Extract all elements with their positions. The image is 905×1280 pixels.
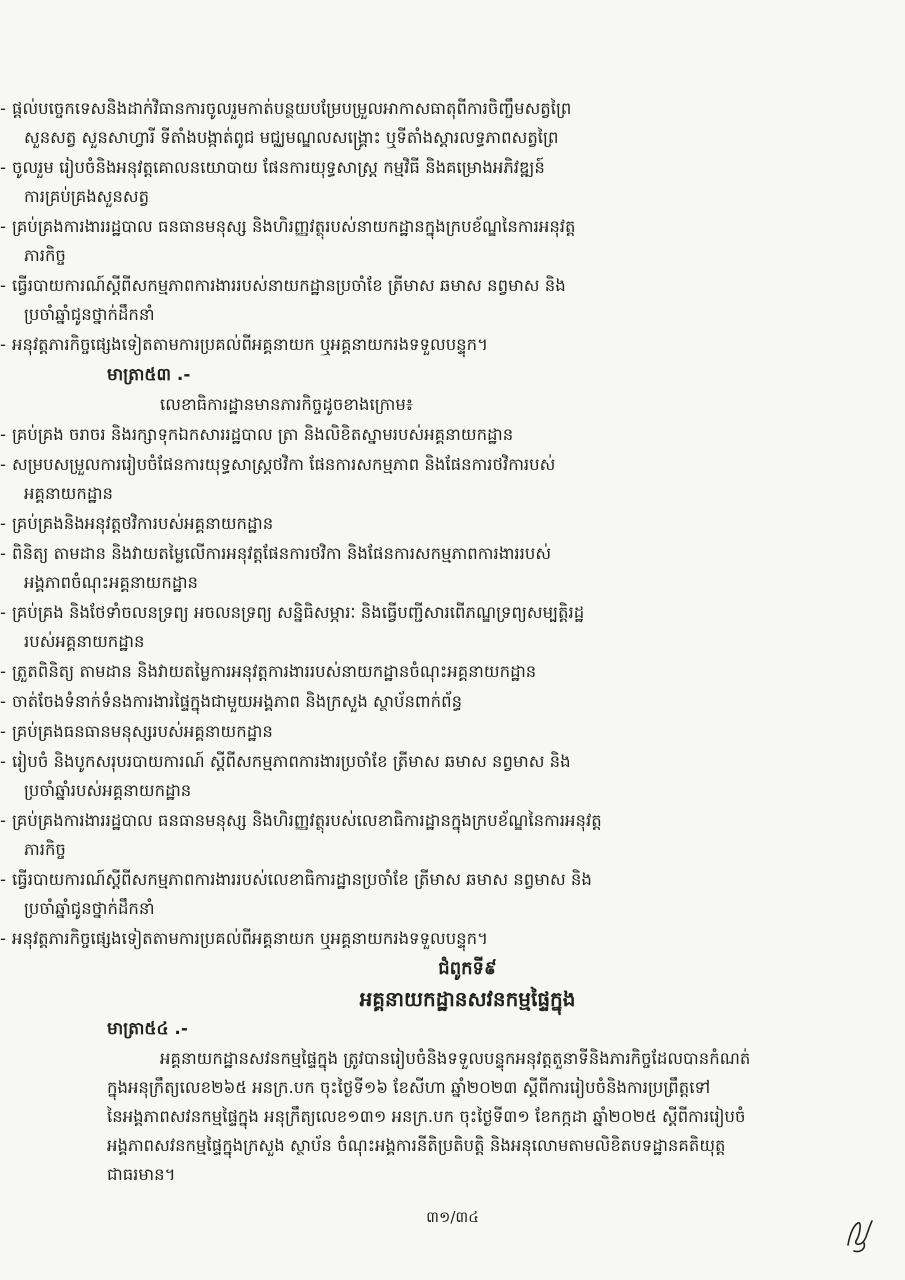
list-item-line: ចាត់ចែងទំនាក់ទំនងការងារផ្ទៃក្នុងជាមួយអង្គភាព និងក្រសួង ស្ថាប័នពាក់ព័ន្ធ [12, 692, 463, 711]
list-item-line: រៀបចំ និងបូកសរុបរបាយការណ៍ ស្តីពីសកម្មភាពការងារប្រចាំខែ ត្រីមាស ឆមាស នព្វមាស និង [12, 752, 571, 771]
page-number: ៣១/៣៤ [426, 1208, 479, 1226]
list-item-line: ប្រចាំឆ្នាំរបស់អគ្គនាយកដ្ឋាន [24, 781, 192, 800]
list-item: - អនុវត្តភារកិច្ចផ្សេងទៀតតាមការប្រគល់ពីអគ្គនាយក ឬអគ្គនាយករងទទួលបន្ទុក។ [0, 330, 905, 359]
list-item: - គ្រប់គ្រងធនធានមនុស្សរបស់អគ្គនាយកដ្ឋាន [0, 717, 905, 746]
list-item: - គ្រប់គ្រងការងាររដ្ឋបាល ធនធានមនុស្ស និងហិរញ្ញវត្ថុរបស់នាយកដ្ឋានក្នុងក្របខ័ណ្ឌនៃការអនុវត្ត ភារកិច្ច [0, 212, 905, 270]
article-53-intro: លេខាធិការដ្ឋានមានភារកិច្ចដូចខាងក្រោម៖ [160, 395, 414, 414]
article-53-title: មាត្រា៥៣ .- [107, 365, 191, 385]
list-item: - គ្រប់គ្រង ចរាចរ និងរក្សាទុកឯកសាររដ្ឋបាល ត្រា និងលិខិតស្នាមរបស់អគ្គនាយកដ្ឋាន [0, 420, 905, 449]
list-item-line: សួនសត្វ សួនសាហ្វារី ទីតាំងបង្កាត់ពូជ មជ្ឈមណ្ឌលសង្គ្រោះ ឬទីតាំងស្តារលទ្ធភាពសត្វព្រៃ [24, 128, 559, 147]
signature-mark-icon [840, 1215, 880, 1255]
list-item-line: អនុវត្តភារកិច្ចផ្សេងទៀតតាមការប្រគល់ពីអគ្គនាយក ឬអគ្គនាយករងទទួលបន្ទុក។ [12, 335, 488, 354]
list-item-line: គ្រប់គ្រងការងាររដ្ឋបាល ធនធានមនុស្ស និងហិរញ្ញវត្ថុរបស់លេខាធិការដ្ឋានក្នុងក្របខ័ណ្ឌនៃការអនុវត្ត [12, 811, 602, 830]
list-item-line: គ្រប់គ្រង និងថែទាំចលនទ្រព្យ អចលនទ្រព្យ សន្និធិសម្ភារៈ និងធ្វើបញ្ជីសារពើភណ្ឌទ្រព្យសម្បត្តិរដ្ឋ [12, 603, 585, 622]
list-item-line: ធ្វើរបាយការណ៍ស្តីពីសកម្មភាពការងាររបស់នាយកដ្ឋានប្រចាំខែ ត្រីមាស ឆមាស នព្វមាស និង [12, 276, 566, 295]
paragraph-line: អគ្គនាយកដ្ឋានសវនកម្មផ្ទៃក្នុង ត្រូវបានរៀបចំនិងទទួលបន្ទុកអនុវត្តតួនាទីនិងភារកិច្ចដែលបានកំណត់ [160, 1049, 751, 1068]
list-item-line: របស់អគ្គនាយកដ្ឋាន [24, 632, 145, 651]
chapter-title: អគ្គនាយកដ្ឋានសវនកម្មផ្ទៃក្នុង [359, 987, 576, 1011]
list-item-line: ផ្តល់បច្ចេកទេសនិងដាក់វិធានការចូលរួមកាត់បន្ថយបម្រែបម្រួលអាកាសធាតុពីការចិញ្ចឹមសត្វព្រៃ [12, 99, 572, 118]
list-item-line: ប្រចាំឆ្នាំជូនថ្នាក់ដឹកនាំ [24, 305, 155, 324]
list-item-line: គ្រប់គ្រងធនធានមនុស្សរបស់អគ្គនាយកដ្ឋាន [12, 722, 273, 741]
list-item-line: គ្រប់គ្រងការងាររដ្ឋបាល ធនធានមនុស្ស និងហិរញ្ញវត្ថុរបស់នាយកដ្ឋានក្នុងក្របខ័ណ្ឌនៃការអនុវត្ត [12, 217, 576, 236]
list-item: - រៀបចំ និងបូកសរុបរបាយការណ៍ ស្តីពីសកម្មភាពការងារប្រចាំខែ ត្រីមាស ឆមាស នព្វមាស និង ប្រចាំឆ្នាំរបស់អគ្គនាយកដ្ឋាន [0, 747, 905, 805]
list-item: - អនុវត្តភារកិច្ចផ្សេងទៀតតាមការប្រគល់ពីអគ្គនាយក ឬអគ្គនាយករងទទួលបន្ទុក។ [0, 924, 905, 953]
chapter-number: ជំពូកទី៩ [438, 958, 497, 979]
paragraph-line: នៃអង្គភាពសវនកម្មផ្ទៃក្នុង អនុក្រឹត្យលេខ១៣១ អនក្រ.បក ចុះថ្ងៃទី៣១ ខែកក្កដា ឆ្នាំ២០២៥ ស្តីពីការរៀបចំ [107, 1107, 746, 1126]
paragraph-line: អង្គភាពសវនកម្មផ្ទៃក្នុងក្រសួង ស្ថាប័ន ចំណុះអង្គការនីតិប្រតិបត្តិ និងអនុលោមតាមលិខិតបទដ្ឋានគតិយុត្ត [107, 1136, 726, 1155]
list-item: - គ្រប់គ្រងការងាររដ្ឋបាល ធនធានមនុស្ស និងហិរញ្ញវត្ថុរបស់លេខាធិការដ្ឋានក្នុងក្របខ័ណ្ឌនៃការអនុវត្ត ភារកិច្ច [0, 806, 905, 864]
list-item: - ចូលរួម រៀបចំនិងអនុវត្តគោលនយោបាយ ផែនការយុទ្ធសាស្ត្រ កម្មវិធី និងគម្រោងអភិវឌ្ឍន៍ ការគ្រប់គ្រងសួនសត្វ [0, 153, 905, 211]
list-item-line: ពិនិត្យ តាមដាន និងវាយតម្លៃលើការអនុវត្តផែនការថវិកា និងផែនការសកម្មភាពការងាររបស់ [12, 544, 552, 563]
list-item-line: អង្គភាពចំណុះអគ្គនាយកដ្ឋាន [24, 573, 199, 592]
list-item: - គ្រប់គ្រងនិងអនុវត្តថវិការបស់អគ្គនាយកដ្ឋាន [0, 509, 905, 538]
list-item-line: ការគ្រប់គ្រងសួនសត្វ [24, 187, 150, 206]
list-item-line: ភារកិច្ច [24, 246, 66, 265]
list-item-line: ចូលរួម រៀបចំនិងអនុវត្តគោលនយោបាយ ផែនការយុទ្ធសាស្ត្រ កម្មវិធី និងគម្រោងអភិវឌ្ឍន៍ [12, 158, 545, 177]
list-item: - ផ្តល់បច្ចេកទេសនិងដាក់វិធានការចូលរួមកាត់បន្ថយបម្រែបម្រួលអាកាសធាតុពីការចិញ្ចឹមសត្វព្រៃ សួនសត្វ សួនសាហ្វារី ទីតាំងបង្កាត់ពូជ មជ្ឈមណ្ឌលសង្គ្រោះ ឬទីតាំងស្តារលទ្ធភាពសត្វព្រៃ [0, 94, 905, 152]
list-item-line: គ្រប់គ្រង ចរាចរ និងរក្សាទុកឯកសាររដ្ឋបាល ត្រា និងលិខិតស្នាមរបស់អគ្គនាយកដ្ឋាន [12, 425, 514, 444]
bullet-list-article53 [0, 420, 905, 953]
paragraph-line: ក្នុងអនុក្រឹត្យលេខ២៦៥ អនក្រ.បក ចុះថ្ងៃទី១៦ ខែសីហា ឆ្នាំ២០២៣ ស្តីពីការរៀបចំនិងការប្រព្រឹត្តទៅ [107, 1078, 711, 1097]
list-item-line: សម្របសម្រួលការរៀបចំផែនការយុទ្ធសាស្ត្រថវិកា ផែនការសកម្មភាព និងផែនការថវិការបស់ [12, 455, 556, 474]
list-item: - ត្រួតពិនិត្យ តាមដាន និងវាយតម្លៃការអនុវត្តការងាររបស់នាយកដ្ឋានចំណុះអគ្គនាយកដ្ឋាន [0, 657, 905, 686]
article-54-title: មាត្រា៥៤ .- [107, 1019, 188, 1039]
list-item-line: ត្រួតពិនិត្យ តាមដាន និងវាយតម្លៃការអនុវត្តការងាររបស់នាយកដ្ឋានចំណុះអគ្គនាយកដ្ឋាន [12, 662, 537, 681]
list-item-line: អនុវត្តភារកិច្ចផ្សេងទៀតតាមការប្រគល់ពីអគ្គនាយក ឬអគ្គនាយករងទទួលបន្ទុក។ [12, 929, 488, 948]
article-54-paragraph [107, 1044, 829, 1189]
bullet-list-section1 [0, 94, 905, 359]
list-item: - គ្រប់គ្រង និងថែទាំចលនទ្រព្យ អចលនទ្រព្យ សន្និធិសម្ភារៈ និងធ្វើបញ្ជីសារពើភណ្ឌទ្រព្យសម្បត្តិរដ្ឋ របស់អគ្គនាយកដ្ឋាន [0, 598, 905, 656]
list-item: - សម្របសម្រួលការរៀបចំផែនការយុទ្ធសាស្ត្រថវិកា ផែនការសកម្មភាព និងផែនការថវិការបស់ អគ្គនាយកដ្ឋាន [0, 450, 905, 508]
list-item: - ធ្វើរបាយការណ៍ស្តីពីសកម្មភាពការងាររបស់លេខាធិការដ្ឋានប្រចាំខែ ត្រីមាស ឆមាស នព្វមាស និង ប្រចាំឆ្នាំជូនថ្នាក់ដឹកនាំ [0, 865, 905, 923]
list-item-line: ប្រចាំឆ្នាំជូនថ្នាក់ដឹកនាំ [24, 899, 155, 918]
list-item: - ធ្វើរបាយការណ៍ស្តីពីសកម្មភាពការងាររបស់នាយកដ្ឋានប្រចាំខែ ត្រីមាស ឆមាស នព្វមាស និង ប្រចាំឆ្នាំជូនថ្នាក់ដឹកនាំ [0, 271, 905, 329]
list-item: - ចាត់ចែងទំនាក់ទំនងការងារផ្ទៃក្នុងជាមួយអង្គភាព និងក្រសួង ស្ថាប័នពាក់ព័ន្ធ [0, 687, 905, 716]
list-item-line: ភារកិច្ច [24, 840, 66, 859]
list-item: - ពិនិត្យ តាមដាន និងវាយតម្លៃលើការអនុវត្តផែនការថវិកា និងផែនការសកម្មភាពការងាររបស់ អង្គភាពចំណុះអគ្គនាយកដ្ឋាន [0, 539, 905, 597]
paragraph-line: ជាធរមាន។ [107, 1165, 176, 1184]
list-item-line: គ្រប់គ្រងនិងអនុវត្តថវិការបស់អគ្គនាយកដ្ឋាន [12, 514, 274, 533]
list-item-line: អគ្គនាយកដ្ឋាន [24, 484, 114, 503]
list-item-line: ធ្វើរបាយការណ៍ស្តីពីសកម្មភាពការងាររបស់លេខាធិការដ្ឋានប្រចាំខែ ត្រីមាស ឆមាស នព្វមាស និង [12, 870, 592, 889]
